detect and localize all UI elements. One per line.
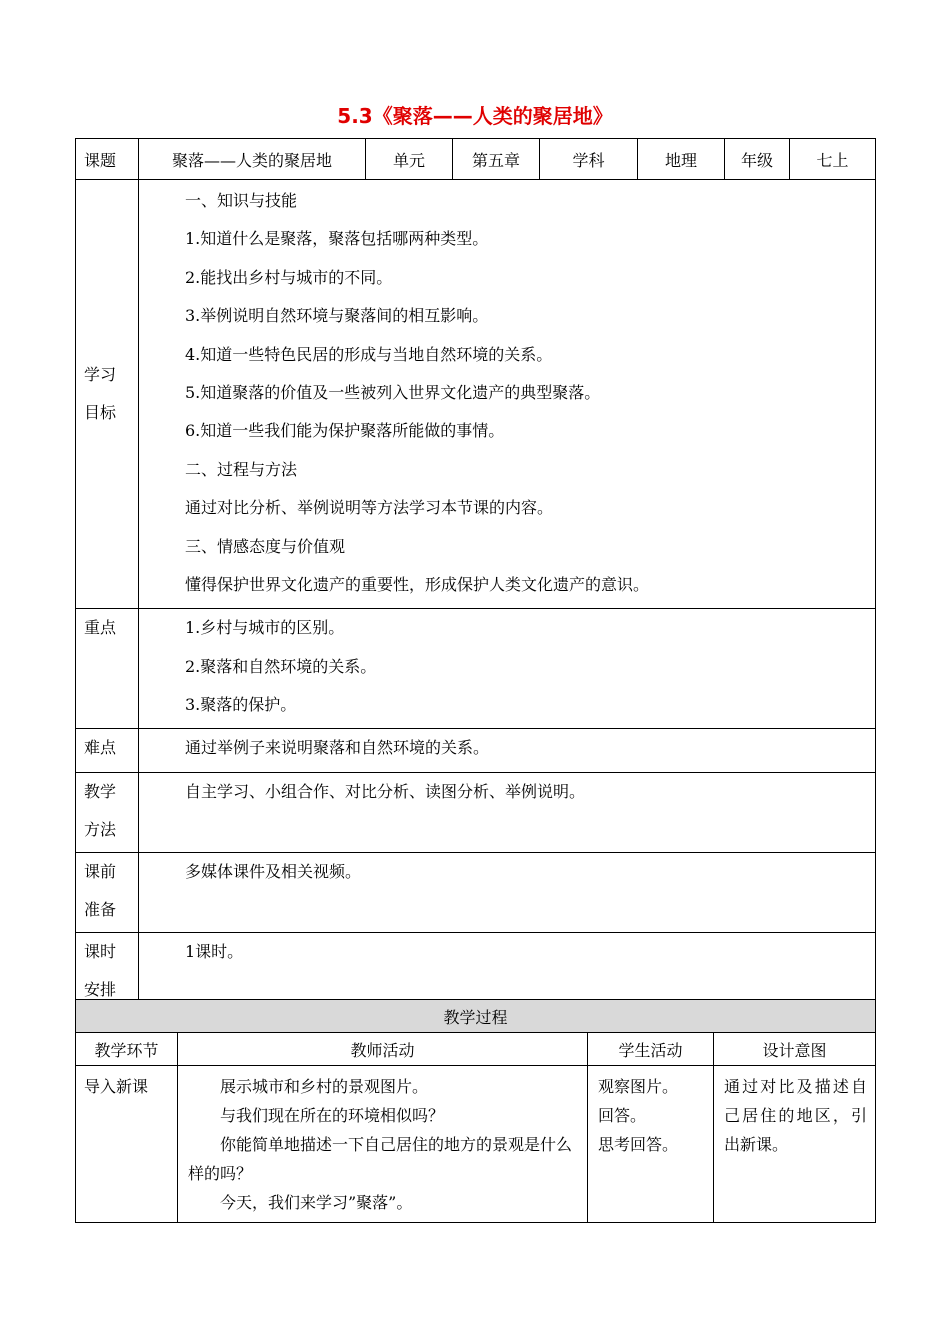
column-header: 教师活动: [178, 1033, 588, 1066]
methods-label: 教学 方法: [76, 772, 139, 852]
preparation-row: [76, 852, 876, 932]
difficulty-content: 通过举例子来说明聚落和自然环境的关系。: [139, 729, 876, 772]
student-line: 思考回答。: [598, 1135, 679, 1154]
objective-line: 二、过程与方法: [185, 459, 298, 479]
objective-line: 5.知道聚落的价值及一些被列入世界文化遗产的典型聚落。: [185, 382, 601, 402]
objectives-content: [139, 180, 876, 609]
schedule-content: 1课时。: [139, 932, 876, 1012]
unit-label: 单元: [366, 139, 453, 180]
key-points-label: 重点: [76, 609, 139, 729]
topic-value: 聚落——人类的聚居地: [139, 139, 366, 180]
key-point-line: 3.聚落的保护。: [185, 695, 297, 715]
column-header: 教学环节: [76, 1033, 178, 1066]
objective-line: 6.知道一些我们能为保护聚落所能做的事情。: [185, 421, 505, 441]
teacher-line: 与我们现在所在的环境相似吗？: [220, 1106, 445, 1125]
objectives-row: [76, 180, 876, 609]
process-header-row: [76, 1033, 876, 1066]
grade-label: 年级: [725, 139, 790, 180]
key-point-line: 2.聚落和自然环境的关系。: [185, 656, 377, 676]
objective-line: 通过对比分析、举例说明等方法学习本节课的内容。: [185, 498, 554, 518]
design-intent-cell: 通过对比及描述自己居住的地区，引出新课。: [714, 1066, 876, 1223]
preparation-label: 课前 准备: [76, 852, 139, 932]
grade-value: 七上: [790, 139, 876, 180]
table-row: [76, 1066, 876, 1223]
objective-line: 三、情感态度与价值观: [185, 536, 346, 556]
methods-row: [76, 772, 876, 852]
unit-value: 第五章: [453, 139, 540, 180]
key-points-content: [139, 609, 876, 729]
teacher-line: 展示城市和乡村的景观图片。: [220, 1077, 429, 1096]
column-header: 设计意图: [714, 1033, 876, 1066]
key-point-line: 1.乡村与城市的区别。: [185, 618, 345, 638]
key-points-row: [76, 609, 876, 729]
lesson-info-table: [75, 138, 876, 1013]
methods-content: 自主学习、小组合作、对比分析、读图分析、举例说明。: [139, 772, 876, 852]
schedule-label: 课时 安排: [76, 932, 139, 1012]
objective-line: 4.知道一些特色民居的形成与当地自然环境的关系。: [185, 344, 553, 364]
teacher-line: 今天，我们来学习”聚落”。: [220, 1193, 413, 1212]
student-activity-cell: [588, 1066, 714, 1223]
preparation-content: 多媒体课件及相关视频。: [139, 852, 876, 932]
objective-line: 懂得保护世界文化遗产的重要性，形成保护人类文化遗产的意识。: [185, 574, 650, 594]
document-title: 5.3《聚落——人类的聚居地》: [337, 104, 613, 128]
objective-line: 一、知识与技能: [185, 191, 298, 210]
stage-cell: 导入新课: [76, 1066, 178, 1223]
teacher-activity-cell: [178, 1066, 588, 1223]
header-row: [76, 139, 876, 180]
column-header: 学生活动: [588, 1033, 714, 1066]
teaching-process-table: [75, 999, 876, 1223]
difficulty-label: 难点: [76, 729, 139, 772]
objective-line: 2.能找出乡村与城市的不同。: [185, 267, 393, 287]
student-line: 观察图片。: [598, 1077, 679, 1096]
process-title: 教学过程: [76, 1000, 876, 1033]
objective-line: 1.知道什么是聚落，聚落包括哪两种类型。: [185, 229, 489, 249]
difficulty-row: [76, 729, 876, 772]
topic-label: 课题: [76, 139, 139, 180]
subject-value: 地理: [638, 139, 725, 180]
objectives-label: 学习 目标: [76, 180, 139, 609]
teacher-line: 你能简单地描述一下自己居住的地方的景观是什么样的吗？: [188, 1135, 573, 1183]
objective-line: 3.举例说明自然环境与聚落间的相互影响。: [185, 306, 489, 326]
student-line: 回答。: [598, 1106, 647, 1125]
subject-label: 学科: [540, 139, 638, 180]
